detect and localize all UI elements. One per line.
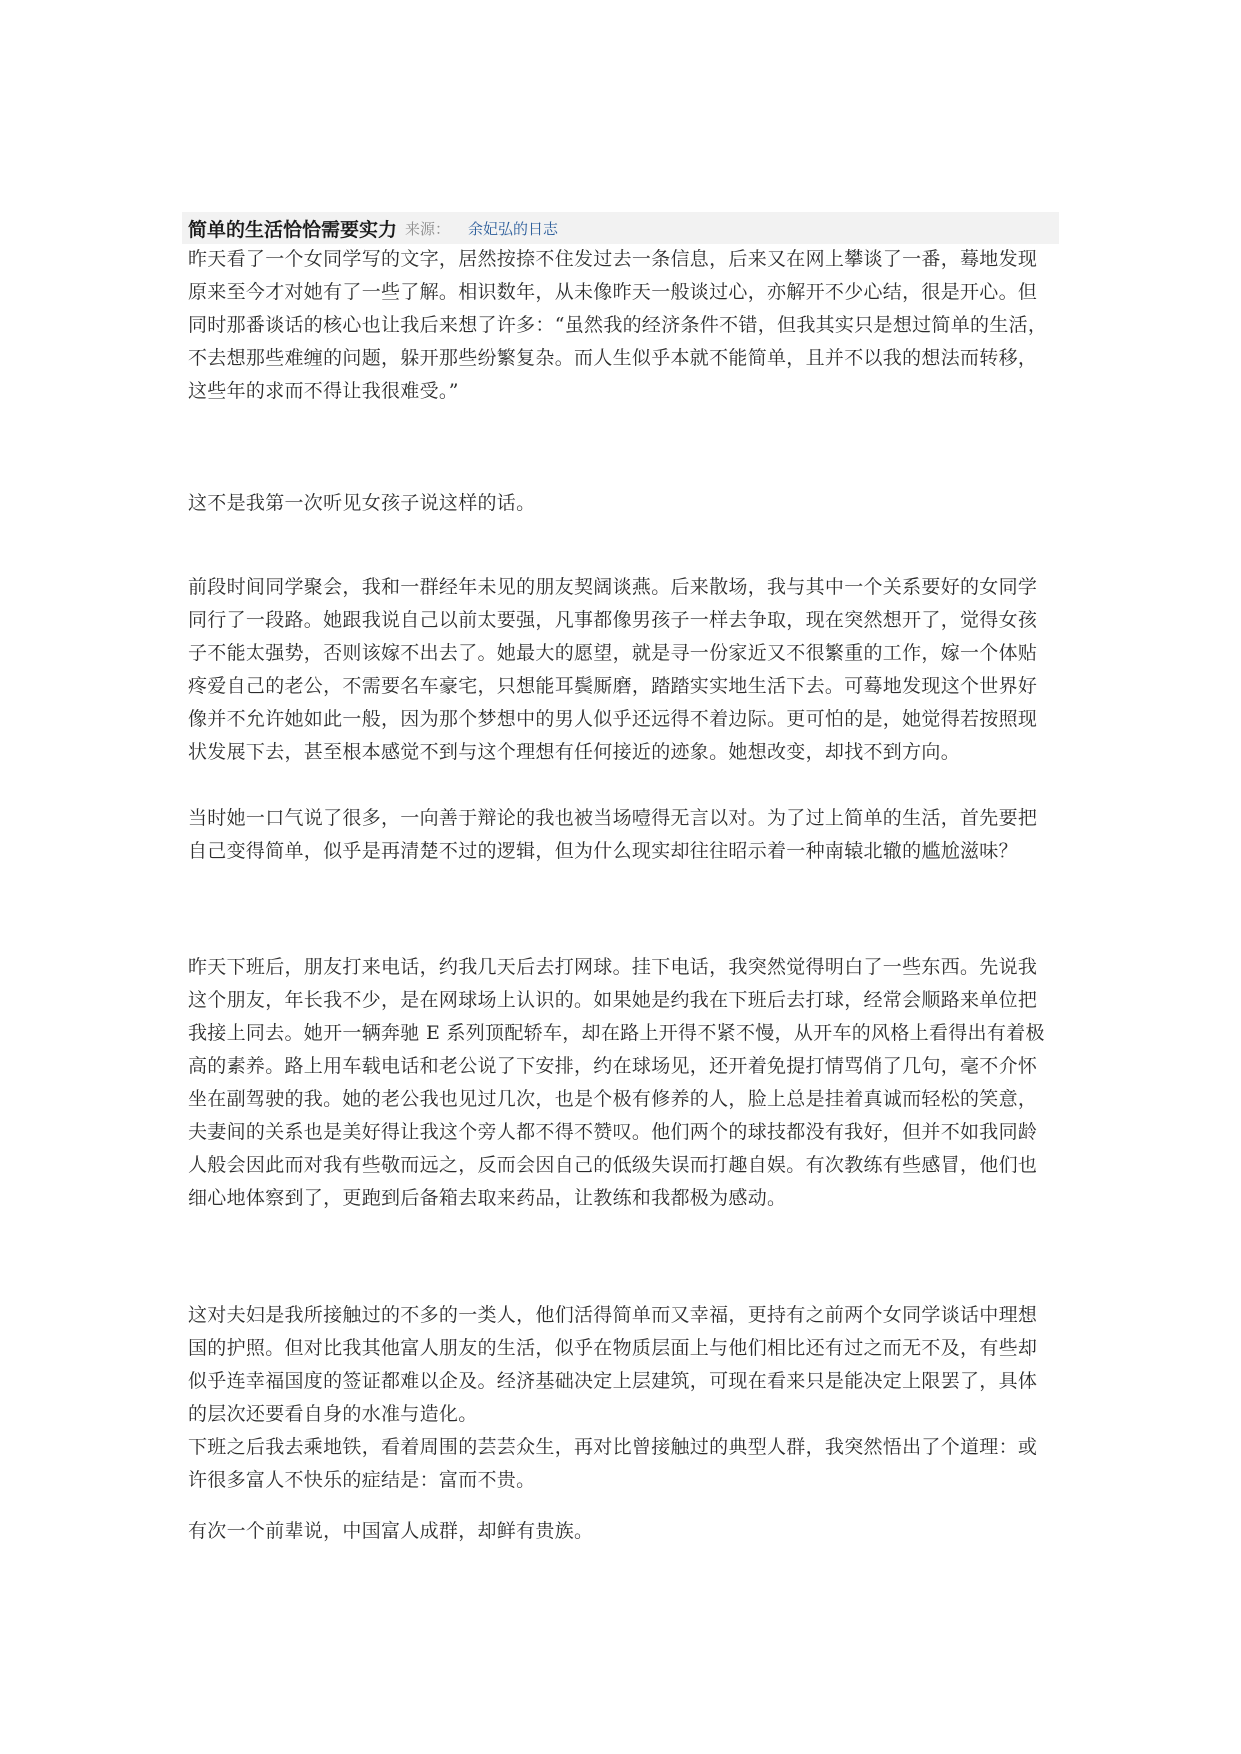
paragraph-5: 昨天下班后，朋友打来电话，约我几天后去打网球。挂下电话，我突然觉得明白了一些东西。先说我这个朋友，年长我不少，是在网球场上认识的。如果她是约我在下班后去打球，经常会顺路来单位把我接上同去。她开一辆奔驰 E 系列顶配轿车，却在路上开得不紧不慢，从开车的风格上看得出有着极高的素养。路上用车载电话和老公说了下安排，约在球场见，还开着免提打情骂俏了几句，毫不介怀坐在副驾驶的我。她的老公我也见过几次，也是个极有修养的人，脸上总是挂着真诚而轻松的笑意，夫妻间的关系也是美好得让我这个旁人都不得不赞叹。他们两个的球技都没有我好，但并不如我同龄人般会因此而对我有些敬而远之，反而会因自己的低级失误而打趣自娱。有次教练有些感冒，他们也细心地体察到了，更跑到后备箱去取来药品，让教练和我都极为感动。 (188, 956, 1045, 1209)
paragraph-2: 这不是我第一次听见女孩子说这样的话。 (188, 492, 536, 514)
paragraph-7: 下班之后我去乘地铁，看着周围的芸芸众生，再对比曾接触过的典型人群，我突然悟出了个道理：或许很多富人不快乐的症结是：富而不贵。 (188, 1436, 1038, 1491)
paragraph-8: 有次一个前辈说，中国富人成群，却鲜有贵族。 (188, 1520, 594, 1542)
source-link[interactable]: 余妃弘的日志 (468, 219, 559, 238)
article-header (182, 212, 1059, 244)
paragraph-4: 当时她一口气说了很多，一向善于辩论的我也被当场噎得无言以对。为了过上简单的生活，首先要把自己变得简单，似乎是再清楚不过的逻辑，但为什么现实却往往昭示着一种南辕北辙的尴尬滋味？ (188, 807, 1038, 862)
paragraph-3: 前段时间同学聚会，我和一群经年未见的朋友契阔谈燕。后来散场，我与其中一个关系要好的女同学同行了一段路。她跟我说自己以前太要强，凡事都像男孩子一样去争取，现在突然想开了，觉得女孩子不能太强势，否则该嫁不出去了。她最大的愿望，就是寻一份家近又不很繁重的工作，嫁一个体贴疼爱自己的老公，不需要名车豪宅，只想能耳鬓厮磨，踏踏实实地生活下去。可蓦地发现这个世界好像并不允许她如此一般，因为那个梦想中的男人似乎还远得不着边际。更可怕的是，她觉得若按照现状发展下去，甚至根本感觉不到与这个理想有任何接近的迹象。她想改变，却找不到方向。 (188, 576, 1038, 763)
article-title: 简单的生活恰恰需要实力 (188, 218, 398, 241)
paragraph-6: 这对夫妇是我所接触过的不多的一类人，他们活得简单而又幸福，更持有之前两个女同学谈话中理想国的护照。但对比我其他富人朋友的生活，似乎在物质层面上与他们相比还有过之而无不及，有些却似乎连幸福国度的签证都难以企及。经济基础决定上层建筑，可现在看来只是能决定上限罢了，具体的层次还要看自身的水准与造化。 (188, 1304, 1038, 1425)
paragraph-1: 昨天看了一个女同学写的文字，居然按捺不住发过去一条信息，后来又在网上攀谈了一番，蓦地发现原来至今才对她有了一些了解。相识数年，从未像昨天一般谈过心，亦解开不少心结，很是开心。但同时那番谈话的核心也让我后来想了许多：“虽然我的经济条件不错，但我其实只是想过简单的生活，不去想那些难缠的问题，躲开那些纷繁复杂。而人生似乎本就不能简单，且并不以我的想法而转移，这些年的求而不得让我很难受。” (188, 248, 1048, 402)
source-label: 来源： (405, 219, 451, 238)
